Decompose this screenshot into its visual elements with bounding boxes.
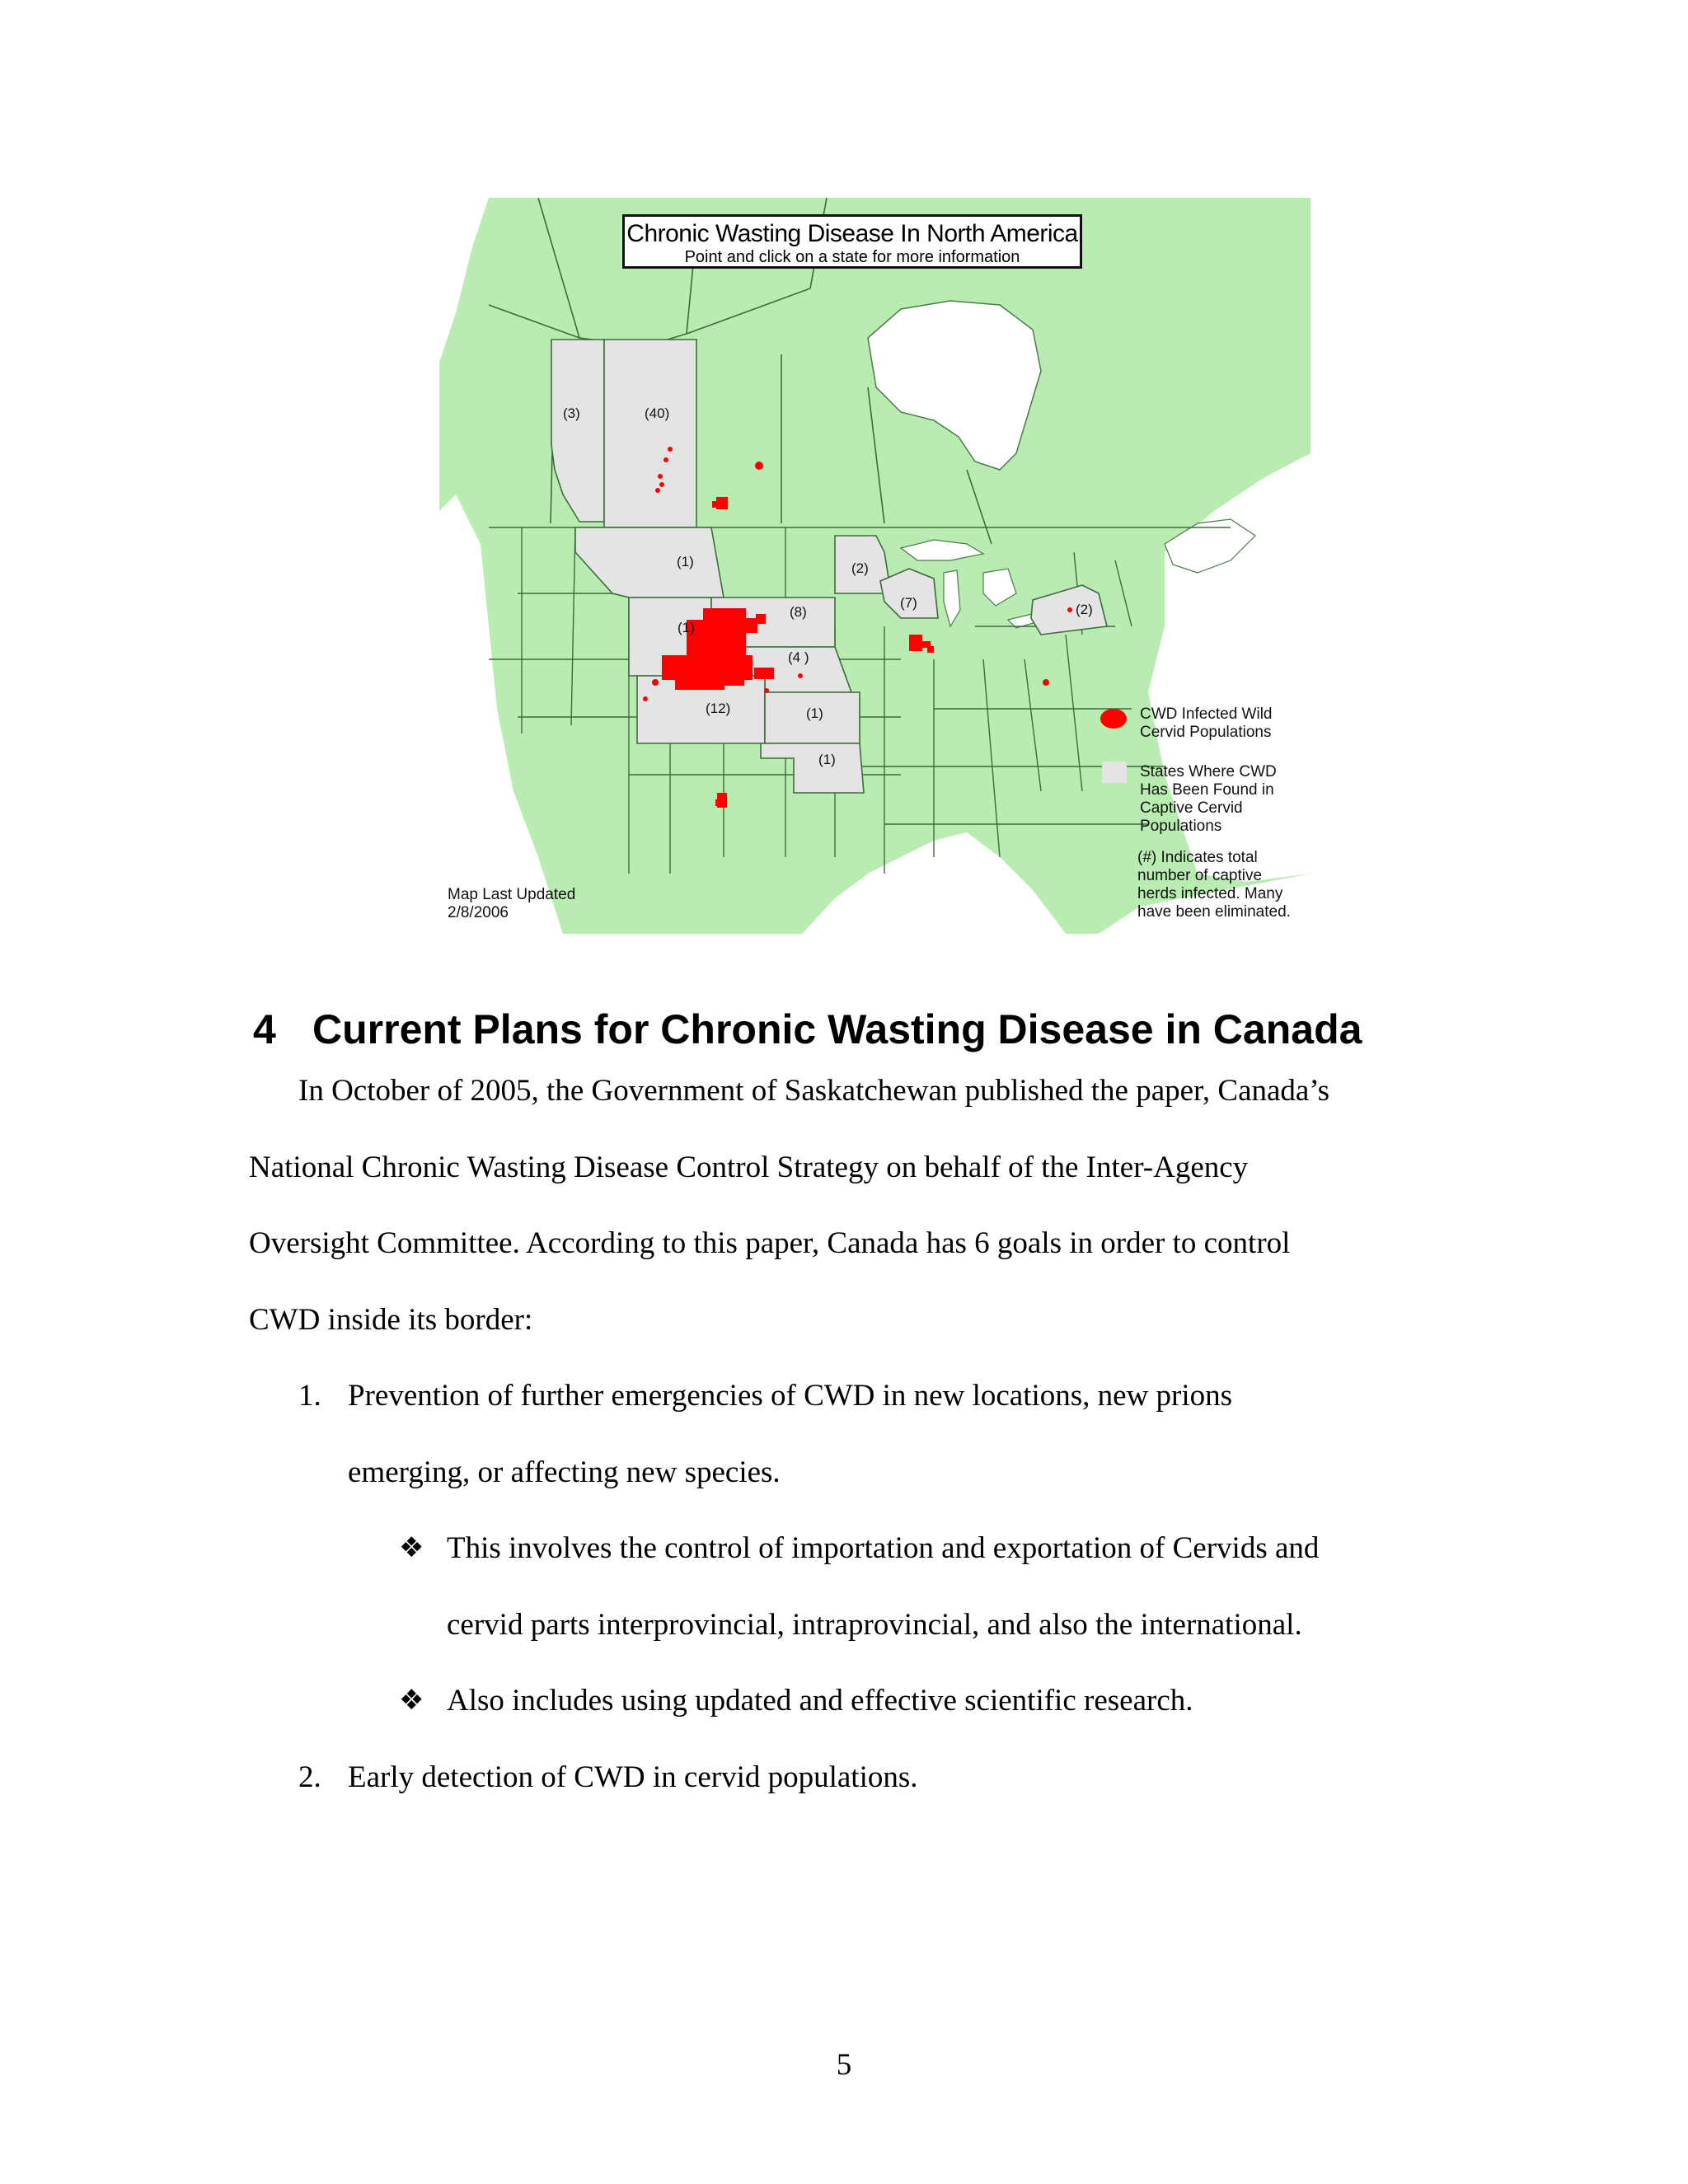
label-wyoming[interactable]: (1) [678, 620, 695, 635]
label-saskatchewan[interactable]: (40) [645, 405, 670, 421]
legend-captive-text: States Where CWD Has Been Found in Captive Cervid Populations [1140, 763, 1277, 835]
bullet-line: This involves the control of importation and exportation of Cervids and [447, 1531, 1320, 1565]
paragraph-line: In October of 2005, the Government of Saskatchewan published the paper, Canada’s [298, 1074, 1330, 1108]
label-montana[interactable]: (1) [677, 554, 694, 569]
list-item-line: Prevention of further emergencies of CWD in new locations, new prions [348, 1379, 1233, 1413]
page-number: 5 [836, 2048, 852, 2082]
map-subtitle: Point and click on a state for more information [684, 248, 1020, 266]
map-last-updated: Map Last Updated 2/8/2006 [448, 886, 576, 921]
list-item-number: 1. [298, 1379, 321, 1413]
lake-superior [901, 540, 983, 560]
saskatchewan-region [604, 340, 696, 527]
label-wisconsin[interactable]: (7) [900, 595, 917, 611]
label-new-york[interactable]: (2) [1076, 602, 1093, 617]
label-alberta[interactable]: (3) [563, 405, 580, 421]
label-minnesota[interactable]: (2) [851, 560, 869, 576]
paragraph-line: National Chronic Wasting Disease Control Strategy on behalf of the Inter-Agency [249, 1151, 1249, 1184]
hudson-bay [868, 301, 1041, 470]
label-nebraska[interactable]: (4 ) [788, 649, 809, 665]
bullet-line: cervid parts interprovincial, intraprovincial, and also the international. [447, 1608, 1302, 1642]
paragraph-line: CWD inside its border: [249, 1303, 533, 1337]
bullet-line: Also includes using updated and effective scientific research. [447, 1684, 1193, 1718]
cwd-map-figure [439, 198, 1311, 934]
diamond-bullet-icon: ❖ [399, 1531, 424, 1564]
pacific-ocean-top [439, 198, 489, 363]
label-oklahoma[interactable]: (1) [818, 752, 836, 767]
legend-wild-swatch [1100, 709, 1127, 729]
list-item-number: 2. [298, 1760, 321, 1794]
pacific-ocean [439, 494, 563, 934]
diamond-bullet-icon: ❖ [399, 1684, 424, 1717]
legend-captive-swatch [1102, 762, 1127, 783]
montana-region [575, 527, 724, 598]
section-number: 4 [253, 1006, 276, 1052]
oklahoma-region [761, 743, 864, 793]
label-south-dakota[interactable]: (8) [790, 604, 807, 620]
legend-wild-text: CWD Infected Wild Cervid Populations [1140, 705, 1273, 741]
list-item-line: Early detection of CWD in cervid populations. [348, 1760, 918, 1794]
list-item-line: emerging, or affecting new species. [348, 1455, 781, 1489]
map-title: Chronic Wasting Disease In North America [626, 220, 1078, 247]
lake-huron [983, 569, 1016, 606]
section-heading [253, 1005, 1489, 1053]
label-kansas[interactable]: (1) [806, 705, 823, 721]
paragraph-line: Oversight Committee. According to this paper, Canada has 6 goals in order to control [249, 1226, 1291, 1260]
legend-note-text: (#) Indicates total number of captive herds infected. Many have been eliminated. [1137, 849, 1291, 921]
alberta-region [551, 340, 604, 522]
map-title-box[interactable] [622, 214, 1082, 269]
label-colorado[interactable]: (12) [706, 701, 731, 716]
lake-michigan [944, 570, 960, 626]
section-title: Current Plans for Chronic Wasting Disease in Canada [312, 1006, 1362, 1052]
